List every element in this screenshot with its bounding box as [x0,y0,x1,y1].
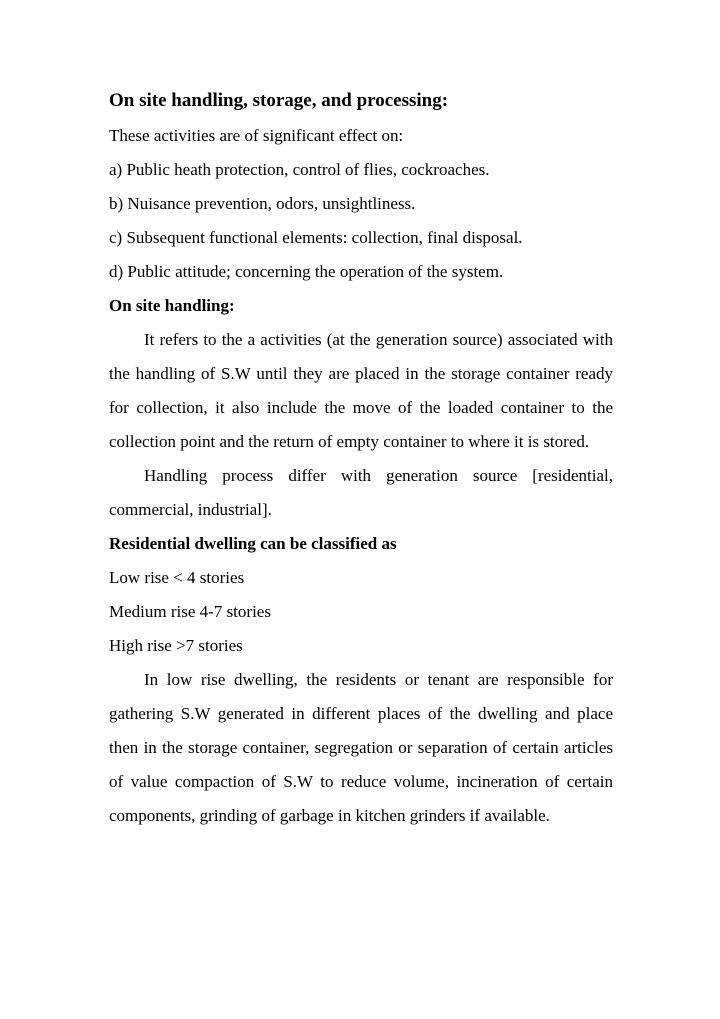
effect-item: d) Public attitude; concerning the operation of the system. [109,262,504,281]
effect-item: c) Subsequent functional elements: collection, final disposal. [109,228,523,247]
intro-text: These activities are of significant effect on: [109,126,404,145]
dwelling-type-item: Medium rise 4-7 stories [109,602,271,621]
paragraph-handling-process: Handling process differ with generation source [residential, commercial, industrial]. [109,466,613,519]
dwelling-type-item: High rise >7 stories [109,636,243,655]
paragraph-low-rise: In low rise dwelling, the residents or tenant are responsible for gathering S.W generated in different places of the dwelling and place then in the storage container, segregation or separation of certain articles of value compaction of S.W to reduce volume, incineration of certain components, grinding of garbage in kitchen grinders if available. [109,670,613,825]
subheading-on-site-handling: On site handling: [109,296,235,315]
effect-item: a) Public heath protection, control of flies, cockroaches. [109,160,490,179]
section-heading: On site handling, storage, and processing: [109,90,449,111]
effect-item: b) Nuisance prevention, odors, unsightliness. [109,194,416,213]
dwelling-type-item: Low rise < 4 stories [109,568,245,587]
document-page [109,87,613,833]
subheading-residential-dwelling: Residential dwelling can be classified as [109,534,397,553]
paragraph-handling-definition: It refers to the a activities (at the generation source) associated with the handling of S.W until they are placed in the storage container ready for collection, it also include the move of the loaded container to the collection point and the return of empty container to where it is stored. [109,330,613,451]
